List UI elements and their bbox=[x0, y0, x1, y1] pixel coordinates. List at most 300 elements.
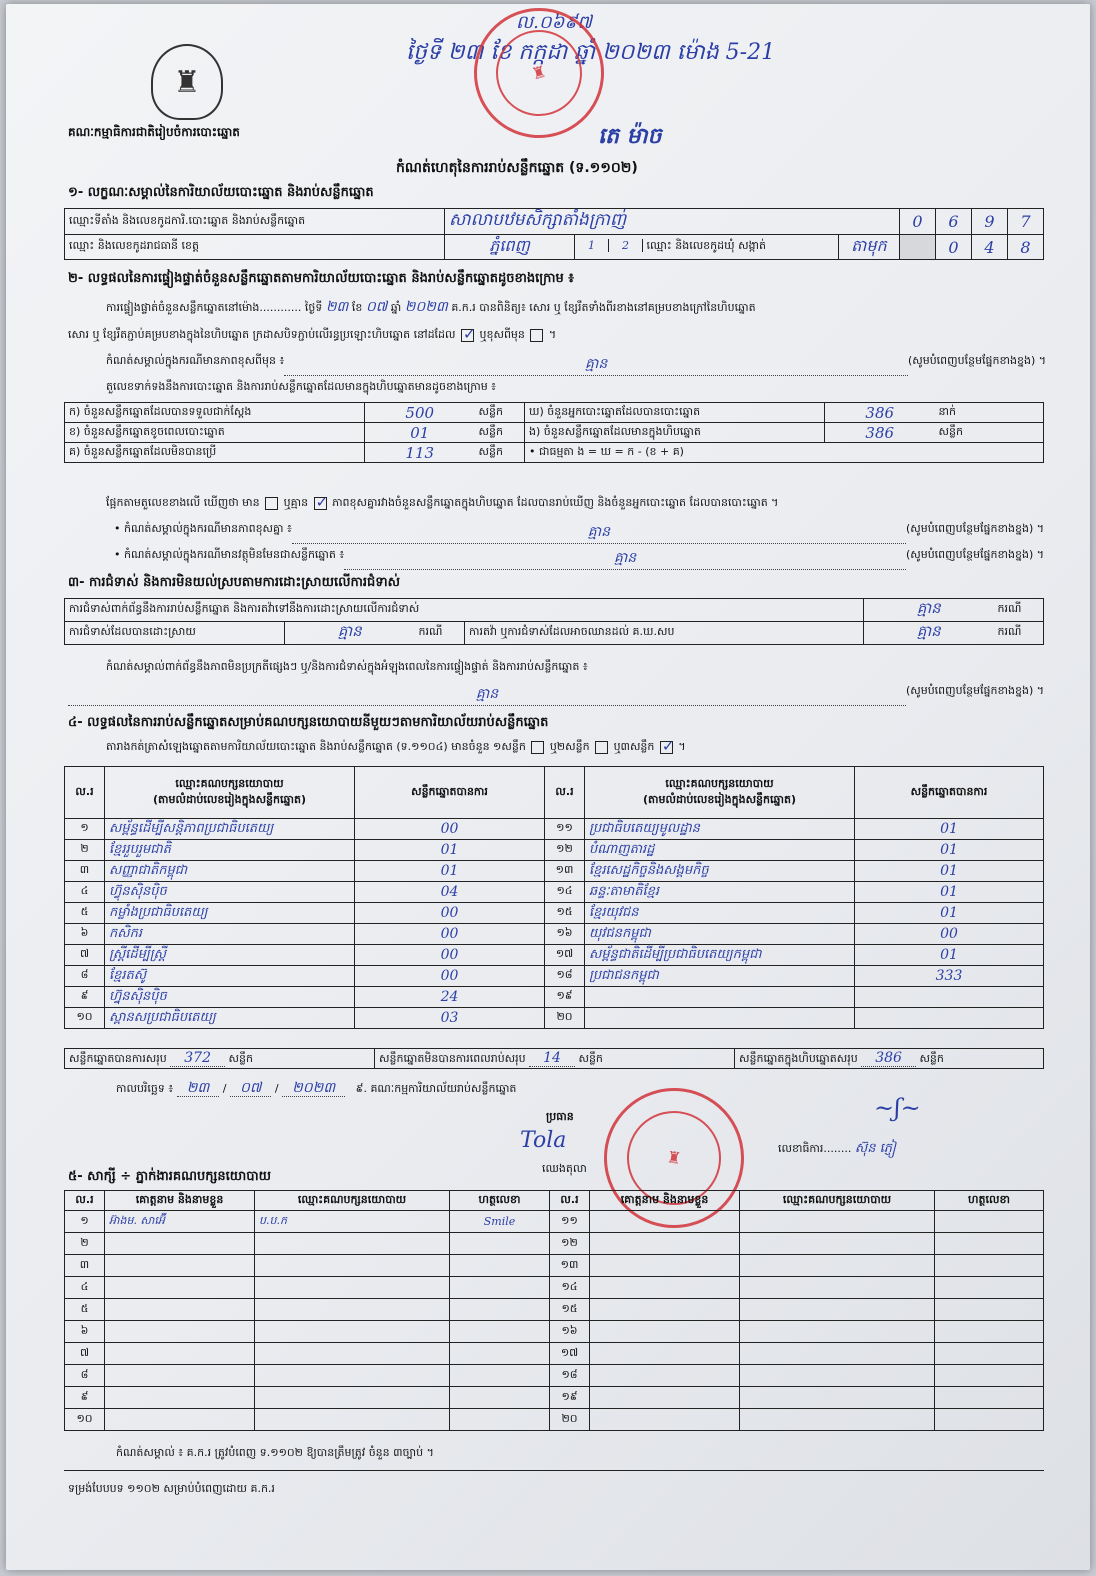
unit: ករណី bbox=[415, 622, 465, 645]
witness-row bbox=[65, 1233, 1044, 1255]
para-text: ផ្អែកតាមតួលេខខាងលើ ឃើញថា មាន bbox=[106, 496, 260, 509]
fill-hint: (សូមបំពេញបន្ថែមផ្នែកខាងខ្នង) ។ bbox=[905, 684, 1044, 697]
figure-b-unit: សន្លឹក bbox=[475, 423, 525, 443]
witness-name bbox=[590, 1387, 740, 1409]
figure-b-label: ខ) ចំនួនសន្លឹកឆ្នោតខូចពេលបោះឆ្នោត bbox=[65, 423, 365, 443]
complaints-table bbox=[64, 598, 1044, 645]
one-sheet-checkbox[interactable] bbox=[531, 741, 544, 754]
witness-row bbox=[65, 1299, 1044, 1321]
para-text: ឬ២សន្លឹក bbox=[549, 740, 590, 753]
section-3-title: ៣- ការជំទាស់ និងការមិនយល់ស្របតាមការដោះស្រាយលើការជំទាស់ bbox=[68, 575, 400, 590]
witness-number: ៩ bbox=[65, 1387, 105, 1409]
col-no: ល.រ bbox=[550, 1191, 590, 1211]
witness-signature bbox=[935, 1211, 1044, 1233]
col-party: ឈ្មោះគណបក្សនយោបាយ bbox=[740, 1191, 935, 1211]
col-signature: ហត្ថលេខា bbox=[450, 1191, 550, 1211]
station-code-digit: 9 bbox=[972, 209, 1008, 235]
secretary-signature: ~ʃ~ bbox=[874, 1094, 921, 1122]
party-row bbox=[65, 966, 1044, 987]
province-name: ភ្នំពេញ bbox=[445, 235, 575, 260]
note-value: គ្មាន bbox=[344, 548, 906, 570]
station-info-table bbox=[64, 208, 1044, 260]
witness-name bbox=[590, 1321, 740, 1343]
witness-row bbox=[65, 1277, 1044, 1299]
station-code-digit: 0 bbox=[900, 209, 936, 235]
party-name bbox=[585, 1008, 855, 1029]
witness-party bbox=[740, 1211, 935, 1233]
witness-party bbox=[740, 1409, 935, 1431]
party-votes: 333 bbox=[855, 966, 1044, 987]
party-votes: 01 bbox=[855, 882, 1044, 903]
col-party bbox=[585, 767, 855, 819]
witness-party bbox=[255, 1299, 450, 1321]
witness-signature bbox=[450, 1365, 550, 1387]
figure-a-unit: សន្លឹក bbox=[475, 403, 525, 423]
party-row bbox=[65, 903, 1044, 924]
witness-party bbox=[740, 1277, 935, 1299]
figure-d-unit: នាក់ bbox=[935, 403, 1044, 423]
change-note bbox=[106, 354, 1046, 376]
date-year: ២០២៣ bbox=[282, 1080, 345, 1097]
figure-e-unit: សន្លឹក bbox=[935, 423, 1044, 443]
witness-name: អ៊ាងម. សាអ៊ើ bbox=[105, 1211, 255, 1233]
commune-label: ឈ្មោះ និងលេខកូដឃុំ សង្កាត់ bbox=[646, 239, 767, 252]
party-name: យុវជនកម្ពុជា bbox=[585, 924, 855, 945]
party-votes: 01 bbox=[855, 861, 1044, 882]
province-code-digit: 1 bbox=[575, 239, 609, 252]
witness-party bbox=[255, 1387, 450, 1409]
witness-signature bbox=[935, 1299, 1044, 1321]
section-2-title: ២- លទ្ធផលនៃការផ្ទៀងផ្ទាត់ចំនួនសន្លឹកឆ្នោតតាមការិយាល័យបោះឆ្នោត និងរាប់សន្លឹកឆ្នោតដូចខាងក្រោម ៖ bbox=[68, 271, 574, 286]
witness-signature bbox=[450, 1299, 550, 1321]
party-votes: 00 bbox=[355, 903, 545, 924]
witness-row bbox=[65, 1321, 1044, 1343]
note-label: • កំណត់សម្គាល់ក្នុងករណីមានភាពខុសគ្នា ៖ bbox=[114, 522, 292, 535]
party-name: កម្លាំងប្រជាធិបតេយ្យ bbox=[105, 903, 355, 924]
party-name: សម្ព័ន្ធជាតិដើម្បីប្រជាធិបតេយ្យកម្ពុជា bbox=[585, 945, 855, 966]
col-votes: សន្លឹកឆ្នោតបានការ bbox=[855, 767, 1044, 819]
chair-label: ប្រធាន bbox=[546, 1110, 574, 1123]
has-difference-checkbox[interactable] bbox=[265, 497, 278, 510]
witness-signature bbox=[935, 1365, 1044, 1387]
witness-number: ៨ bbox=[65, 1365, 105, 1387]
party-number: ២០ bbox=[545, 1008, 585, 1029]
fill-hint: (សូមបំពេញបន្ថែមផ្នែកខាងខ្នង) ។ bbox=[905, 522, 1044, 535]
irregularity-note bbox=[68, 684, 1044, 706]
witness-name bbox=[105, 1277, 255, 1299]
witness-party bbox=[740, 1255, 935, 1277]
party-votes: 00 bbox=[855, 924, 1044, 945]
party-number: ៦ bbox=[65, 924, 105, 945]
witness-signature bbox=[450, 1255, 550, 1277]
party-number: ៩ bbox=[65, 987, 105, 1008]
total-box-label: សន្លឹកឆ្នោតក្នុងហិបឆ្នោតសរុប bbox=[739, 1051, 858, 1065]
party-number: ៣ bbox=[65, 861, 105, 882]
party-votes: 01 bbox=[855, 840, 1044, 861]
date-day: ២៣ bbox=[177, 1080, 220, 1097]
date-month: ០៧ bbox=[230, 1080, 271, 1097]
witness-party bbox=[740, 1299, 935, 1321]
para-text: ឬគ្មាន bbox=[283, 496, 309, 509]
section-1-title: ១- លក្ខណៈសម្គាល់នៃការិយាល័យបោះឆ្នោត និងរាប់សន្លឹកឆ្នោត bbox=[68, 185, 374, 200]
changed-checkbox[interactable] bbox=[530, 329, 543, 342]
figure-a-label: ក) ចំនួនសន្លឹកឆ្នោតដែលបានទទួលជាក់ស្តែង bbox=[65, 403, 365, 423]
station-code-digit: 7 bbox=[1008, 209, 1044, 235]
col-name: គោត្តនាម និងនាមខ្លួន bbox=[105, 1191, 255, 1211]
witness-signature bbox=[935, 1277, 1044, 1299]
para-text: ឬខុសពីមុន bbox=[479, 328, 525, 341]
witness-number: ១៣ bbox=[550, 1255, 590, 1277]
formula-note: • ជាធម្មតា ង = ឃ = ក - (ខ + គ) bbox=[525, 443, 1044, 463]
note-value: គ្មាន bbox=[68, 684, 906, 706]
witness-name bbox=[105, 1299, 255, 1321]
witness-number: ២០ bbox=[550, 1409, 590, 1431]
witness-number: ៧ bbox=[65, 1343, 105, 1365]
party-votes bbox=[855, 1008, 1044, 1029]
party-name: ស្ត្រីដើម្បីស្ត្រី bbox=[105, 945, 355, 966]
witness-party bbox=[740, 1321, 935, 1343]
note-label: កំណត់សម្គាល់ក្នុងករណីមានភាពខុសពីមុន ៖ bbox=[106, 354, 285, 367]
party-number: ១៦ bbox=[545, 924, 585, 945]
signing-date: កាលបរិច្ឆេទ ៖ ២៣ / ០៧ / ២០២៣ ៩. គណៈកម្មការិយាល័យរាប់សន្លឹកឆ្នោត bbox=[116, 1080, 517, 1096]
party-name: បំណាញតារដ្ឋ bbox=[585, 840, 855, 861]
witness-party: ប.ប.ក bbox=[255, 1211, 450, 1233]
witness-signature bbox=[935, 1343, 1044, 1365]
party-number: ២ bbox=[65, 840, 105, 861]
station-name: សាលាបឋមសិក្សាតាំងក្រាញ់ bbox=[445, 209, 900, 235]
witness-party bbox=[255, 1321, 450, 1343]
witness-name bbox=[105, 1343, 255, 1365]
witness-row bbox=[65, 1387, 1044, 1409]
witness-number: ១៦ bbox=[550, 1321, 590, 1343]
document-page bbox=[6, 4, 1090, 1570]
witness-number: ១២ bbox=[550, 1233, 590, 1255]
province-code-digit: 2 bbox=[609, 239, 643, 252]
party-results-table bbox=[64, 766, 1044, 1029]
total-invalid-value: 14 bbox=[529, 1050, 575, 1067]
witness-number: ៤ bbox=[65, 1277, 105, 1299]
figure-c-unit: សន្លឹក bbox=[475, 443, 525, 463]
party-name: ខ្មែរសេដ្ឋកិច្ចនិងសង្គមកិច្ច bbox=[585, 861, 855, 882]
party-votes: 01 bbox=[355, 861, 545, 882]
figure-b-value: 01 bbox=[365, 423, 475, 443]
para-text: ភាពខុសគ្នារវាងចំនួនសន្លឹកឆ្នោតក្នុងហិបឆ្នោត ដែលបានរាប់ឃើញ និងចំនួនអ្នកបោះឆ្នោត ដែលបានបោះឆ្នោត ។ bbox=[332, 496, 779, 509]
figure-e-value: 386 bbox=[825, 423, 935, 443]
unit: ករណី bbox=[994, 622, 1044, 645]
witness-name bbox=[590, 1255, 740, 1277]
party-number: ៨ bbox=[65, 966, 105, 987]
party-number: ១ bbox=[65, 819, 105, 840]
witness-row bbox=[65, 1211, 1044, 1233]
witness-signature bbox=[935, 1321, 1044, 1343]
escalated-value: គ្មាន bbox=[864, 622, 994, 645]
witness-name bbox=[590, 1343, 740, 1365]
witness-name bbox=[590, 1365, 740, 1387]
witness-signature bbox=[450, 1321, 550, 1343]
witness-table bbox=[64, 1190, 1044, 1431]
footnote: កំណត់សម្គាល់ ៖ គ.ក.រ ត្រូវបំពេញ ទ.១១០២ ឱ្យបានត្រឹមត្រូវ ចំនួន ៣ច្បាប់ ។ bbox=[116, 1446, 434, 1459]
party-votes: 03 bbox=[355, 1008, 545, 1029]
witness-signature bbox=[935, 1255, 1044, 1277]
witness-name bbox=[590, 1277, 740, 1299]
party-votes: 01 bbox=[855, 903, 1044, 924]
three-sheet-checkbox[interactable] bbox=[660, 741, 673, 754]
witness-signature bbox=[450, 1277, 550, 1299]
party-name: សញ្ញាជាតិកម្ពុជា bbox=[105, 861, 355, 882]
party-row bbox=[65, 1008, 1044, 1029]
para-text: ឆ្នាំ bbox=[390, 301, 402, 314]
party-number: ១៤ bbox=[545, 882, 585, 903]
para-text: ខែ bbox=[351, 301, 363, 314]
witness-signature: Smile bbox=[450, 1211, 550, 1233]
witness-signature bbox=[450, 1343, 550, 1365]
party-votes: 24 bbox=[355, 987, 545, 1008]
party-name: ខ្មែរយុវជន bbox=[585, 903, 855, 924]
witness-number: ៦ bbox=[65, 1321, 105, 1343]
figures-intro: តួលេខទាក់ទងនឹងការបោះឆ្នោត និងការរាប់សន្លឹកឆ្នោតដែលមានក្នុងហិបឆ្នោតមានដូចខាងក្រោម ៖ bbox=[106, 380, 497, 393]
figure-e-label: ង) ចំនួនសន្លឹកឆ្នោតដែលមានក្នុងហិបឆ្នោត bbox=[525, 423, 825, 443]
station-label: ឈ្មោះទីតាំង និងលេខកូដការិ.បោះឆ្នោត និងរាប់សន្លឹកឆ្នោត bbox=[65, 209, 445, 235]
verification-paragraph bbox=[106, 298, 1046, 317]
witness-signature bbox=[935, 1233, 1044, 1255]
col-party-sub: (តាមលំដាប់លេខរៀងក្នុងសន្លឹកឆ្នោត) bbox=[153, 792, 306, 806]
totals-table bbox=[64, 1048, 1044, 1069]
unit: ករណី bbox=[994, 599, 1044, 622]
secretary-label: លេខាធិការ........ bbox=[778, 1142, 852, 1155]
party-name: កសិករ bbox=[105, 924, 355, 945]
party-name: ប្រជាធិបតេយ្យមូលដ្ឋាន bbox=[585, 819, 855, 840]
party-votes: 04 bbox=[355, 882, 545, 903]
seal-paragraph: សោរ ឬ ខ្សែរឹតភ្ជាប់គម្របខាងក្នុងនៃហិបឆ្នោត ក្រដាសបិទភ្ជាប់លើរន្ធប្រឡោះហិបឆ្នោត នៅដដែល ✓ ឬខុសពីមុន ។ bbox=[68, 328, 1048, 344]
witness-party bbox=[255, 1277, 450, 1299]
party-row bbox=[65, 819, 1044, 840]
col-party bbox=[105, 767, 355, 819]
section-5-title: ៥- សាក្សី ÷ ភ្នាក់ងារគណបក្សនយោបាយ bbox=[68, 1169, 271, 1184]
witness-party bbox=[255, 1343, 450, 1365]
party-row bbox=[65, 945, 1044, 966]
unit: សន្លឹក bbox=[919, 1051, 944, 1065]
form-footer: ទម្រង់បែបបទ ១១០២ សម្រាប់បំពេញដោយ គ.ក.រ bbox=[68, 1482, 275, 1495]
figure-c-label: គ) ចំនួនសន្លឹកឆ្នោតដែលមិនបានប្រើ bbox=[65, 443, 365, 463]
witness-row bbox=[65, 1255, 1044, 1277]
date-label: កាលបរិច្ឆេទ ៖ bbox=[116, 1082, 174, 1095]
total-invalid-label: សន្លឹកឆ្នោតមិនបានការពេលរាប់សរុប bbox=[379, 1051, 526, 1065]
col-name: គោត្តនាម និងនាមខ្លួន bbox=[590, 1191, 740, 1211]
figure-d-value: 386 bbox=[825, 403, 935, 423]
commission-label: ៩. គណៈកម្មការិយាល័យរាប់សន្លឹកឆ្នោត bbox=[355, 1082, 517, 1095]
fill-hint: (សូមបំពេញបន្ថែមផ្នែកខាងខ្នង) ។ bbox=[907, 354, 1046, 367]
official-stamp-bottom: ♜ bbox=[595, 1079, 753, 1237]
total-box-value: 386 bbox=[861, 1050, 916, 1067]
col-party: ឈ្មោះគណបក្សនយោបាយ bbox=[255, 1191, 450, 1211]
witness-name bbox=[105, 1233, 255, 1255]
witness-number: ១០ bbox=[65, 1409, 105, 1431]
party-name: ខ្មែរតស៊ូ bbox=[105, 966, 355, 987]
party-number: ១៥ bbox=[545, 903, 585, 924]
col-signature: ហត្ថលេខា bbox=[935, 1191, 1044, 1211]
witness-party bbox=[740, 1365, 935, 1387]
party-number: ១៨ bbox=[545, 966, 585, 987]
party-row bbox=[65, 882, 1044, 903]
commune-name: តាមុក bbox=[838, 235, 899, 260]
handwritten-number: ល.០៦៩៧ bbox=[516, 12, 592, 33]
witness-name bbox=[105, 1255, 255, 1277]
col-party-label: ឈ្មោះគណបក្សនយោបាយ bbox=[175, 776, 284, 790]
witness-signature bbox=[450, 1233, 550, 1255]
party-name: ស្ពានសប្រជាធិបតេយ្យ bbox=[105, 1008, 355, 1029]
committee-name: គណៈកម្មាធិការជាតិរៀបចំការបោះឆ្នោត bbox=[68, 125, 240, 139]
difference-note bbox=[114, 522, 1044, 544]
witness-name bbox=[590, 1409, 740, 1431]
col-party-sub: (តាមលំដាប់លេខរៀងក្នុងសន្លឹកឆ្នោត) bbox=[643, 792, 796, 806]
station-code-digit: 6 bbox=[936, 209, 972, 235]
verify-day: ២៣ bbox=[325, 299, 349, 315]
col-no: ល.រ bbox=[545, 767, 585, 819]
escalated-label: ការតវ៉ា ឬការជំទាស់ដែលអាចឈានដល់ គ.ឃ.សប bbox=[465, 622, 864, 645]
party-row bbox=[65, 987, 1044, 1008]
witness-signature bbox=[450, 1409, 550, 1431]
two-sheet-checkbox[interactable] bbox=[595, 741, 608, 754]
party-votes bbox=[855, 987, 1044, 1008]
witness-number: ៣ bbox=[65, 1255, 105, 1277]
total-valid-value: 372 bbox=[170, 1050, 225, 1067]
witness-number: ១៥ bbox=[550, 1299, 590, 1321]
witness-number: ២ bbox=[65, 1233, 105, 1255]
chair-signature: Tola bbox=[520, 1128, 567, 1153]
witness-party bbox=[255, 1365, 450, 1387]
party-number: ១០ bbox=[65, 1008, 105, 1029]
witness-name bbox=[105, 1387, 255, 1409]
unit: សន្លឹក bbox=[578, 1051, 603, 1065]
witness-signature bbox=[935, 1387, 1044, 1409]
col-no: ល.រ bbox=[65, 1191, 105, 1211]
unit: សន្លឹក bbox=[228, 1051, 253, 1065]
note-label: • កំណត់សម្គាល់ក្នុងករណីមានវត្ថុមិនមែនជាសន្លឹកឆ្នោត ៖ bbox=[114, 548, 345, 561]
secretary-line bbox=[778, 1140, 896, 1159]
witness-row bbox=[65, 1343, 1044, 1365]
foreign-object-note bbox=[114, 548, 1044, 570]
resolved-value: គ្មាន bbox=[285, 622, 415, 645]
party-row bbox=[65, 840, 1044, 861]
party-number: ១១ bbox=[545, 819, 585, 840]
figure-d-label: ឃ) ចំនួនអ្នកបោះឆ្នោតដែលបានបោះឆ្នោត bbox=[525, 403, 825, 423]
party-name: ខ្មែររួបរួមជាតិ bbox=[105, 840, 355, 861]
figure-a-value: 500 bbox=[365, 403, 475, 423]
divider bbox=[64, 1470, 1044, 1471]
committee-emblem: ♜ bbox=[151, 44, 223, 120]
party-number: ៧ bbox=[65, 945, 105, 966]
witness-number: ១ bbox=[65, 1211, 105, 1233]
party-votes: 00 bbox=[355, 966, 545, 987]
witness-party bbox=[740, 1343, 935, 1365]
party-votes: 00 bbox=[355, 819, 545, 840]
party-votes: 01 bbox=[855, 819, 1044, 840]
party-name: ប្រជាជនកម្ពុជា bbox=[585, 966, 855, 987]
witness-name bbox=[105, 1321, 255, 1343]
party-number: ១៣ bbox=[545, 861, 585, 882]
witness-name bbox=[590, 1299, 740, 1321]
irregularity-note-label: កំណត់សម្គាល់ពាក់ព័ន្ធនឹងភាពមិនប្រក្រតីផ្សេងៗ ឬ/និងការជំទាស់ក្នុងអំឡុងពេលនៃការផ្ទៀងផ្ទាត់ និងការរាប់សន្លឹកឆ្នោត ៖ bbox=[106, 660, 588, 673]
note-value: គ្មាន bbox=[292, 522, 906, 544]
party-number: ១២ bbox=[545, 840, 585, 861]
col-no: ល.រ bbox=[65, 767, 105, 819]
verify-year: ២០២៣ bbox=[404, 299, 448, 315]
party-votes: 01 bbox=[855, 945, 1044, 966]
handwritten-date: ថ្ងៃទី ២៣ ខែ កក្កដា ឆ្នាំ ២០២៣ ម៉ោង 5-21 bbox=[406, 40, 776, 65]
party-name: ឆន្ទៈតាមាតិខ្មែរ bbox=[585, 882, 855, 903]
complaint-value: គ្មាន bbox=[864, 599, 994, 622]
figure-c-value: 113 bbox=[365, 443, 475, 463]
comparison-line bbox=[106, 496, 1046, 512]
para-text: សោរ ឬ ខ្សែរឹតភ្ជាប់គម្របខាងក្នុងនៃហិបឆ្នោត ក្រដាសបិទភ្ជាប់លើរន្ធប្រឡោះហិបឆ្នោត នៅដដែល bbox=[68, 328, 456, 341]
note-value: គ្មាន bbox=[284, 354, 908, 376]
witness-signature bbox=[935, 1409, 1044, 1431]
witness-name bbox=[105, 1365, 255, 1387]
witness-row bbox=[65, 1365, 1044, 1387]
witness-number: ១៩ bbox=[550, 1387, 590, 1409]
section-4-title: ៤- លទ្ធផលនៃការរាប់សន្លឹកឆ្នោតសម្រាប់គណបក្សនយោបាយនីមួយៗតាមការិយាល័យរាប់សន្លឹកឆ្នោត bbox=[68, 715, 549, 730]
witness-number: ១១ bbox=[550, 1211, 590, 1233]
party-number: ៥ bbox=[65, 903, 105, 924]
col-votes: សន្លឹកឆ្នោតបានការ bbox=[355, 767, 545, 819]
witness-party bbox=[740, 1387, 935, 1409]
commune-code-digit: 4 bbox=[972, 235, 1008, 260]
witness-number: ១៨ bbox=[550, 1365, 590, 1387]
secretary-name: ស៊ុន ភ្ញៀ bbox=[854, 1141, 896, 1156]
witness-row bbox=[65, 1409, 1044, 1431]
total-valid-label: សន្លឹកឆ្នោតបានការសរុប bbox=[69, 1051, 167, 1065]
resolved-label: ការជំទាស់ដែលបានដោះស្រាយ bbox=[65, 622, 285, 645]
party-name: ហ្វ៊ុនស៊ិនប៉ិច bbox=[105, 987, 355, 1008]
witness-number: ១៤ bbox=[550, 1277, 590, 1299]
witness-name bbox=[590, 1233, 740, 1255]
no-difference-checkbox[interactable] bbox=[314, 497, 327, 510]
party-number: ១៩ bbox=[545, 987, 585, 1008]
party-votes: 00 bbox=[355, 945, 545, 966]
fill-hint: (សូមបំពេញបន្ថែមផ្នែកខាងខ្នង) ។ bbox=[905, 548, 1044, 561]
witness-name bbox=[590, 1211, 740, 1233]
party-number: ១៧ bbox=[545, 945, 585, 966]
witness-party bbox=[740, 1233, 935, 1255]
witness-party bbox=[255, 1233, 450, 1255]
handwritten-name: តេ ម៉ាច bbox=[598, 123, 662, 149]
col-party-label: ឈ្មោះគណបក្សនយោបាយ bbox=[665, 776, 774, 790]
commune-code-digit: 0 bbox=[936, 235, 972, 260]
party-name: ហ៊្វុនស៊ិនប៉ិច bbox=[105, 882, 355, 903]
party-name bbox=[585, 987, 855, 1008]
para-text: គ.ក.រ បានពិនិត្យ៖ សោរ ឬ ខ្សែរឹតទាំងពីរខាងនៅគម្របខាងក្រៅនៃហិបឆ្នោត bbox=[451, 301, 756, 314]
ballot-figures-table bbox=[64, 402, 1044, 463]
verify-month: ០៧ bbox=[365, 299, 388, 315]
commune-code-digit: 8 bbox=[1008, 235, 1044, 260]
tally-sheet-line: តារាងកត់ត្រាសំឡេងឆ្នោតតាមការិយាល័យបោះឆ្នោត និងរាប់សន្លឹកឆ្នោត (ទ.១១០៤) មានចំនួន ១សន្លឹក ឬ២សន្លឹក ឬ៣សន្លឹក ✓ ។ bbox=[106, 740, 686, 756]
witness-name bbox=[105, 1409, 255, 1431]
witness-number: ១៧ bbox=[550, 1343, 590, 1365]
province-label: ឈ្មោះ និងលេខកូដរាជធានី ខេត្ត bbox=[65, 235, 445, 260]
witness-number: ៥ bbox=[65, 1299, 105, 1321]
party-number: ៤ bbox=[65, 882, 105, 903]
unchanged-checkbox[interactable] bbox=[461, 329, 474, 342]
party-name: សម្ព័ន្ធដើម្បីសន្តិភាពប្រជាធិបតេយ្យ bbox=[105, 819, 355, 840]
complaint-label: ការជំទាស់ពាក់ព័ន្ធនឹងការរាប់សន្លឹកឆ្នោត និងការតវ៉ាទៅនឹងការដោះស្រាយលើការជំទាស់ bbox=[65, 599, 864, 622]
party-votes: 00 bbox=[355, 924, 545, 945]
chair-name: ឈេងតុលា bbox=[542, 1162, 587, 1175]
party-row bbox=[65, 861, 1044, 882]
official-stamp-top: ♜ bbox=[459, 0, 618, 153]
para-text: ឬ៣សន្លឹក bbox=[613, 740, 655, 753]
para-text: ការផ្ទៀងផ្ទាត់ចំនួនសន្លឹកឆ្នោតនៅម៉ោង............ ថ្ងៃទី bbox=[106, 301, 323, 314]
witness-party bbox=[255, 1255, 450, 1277]
